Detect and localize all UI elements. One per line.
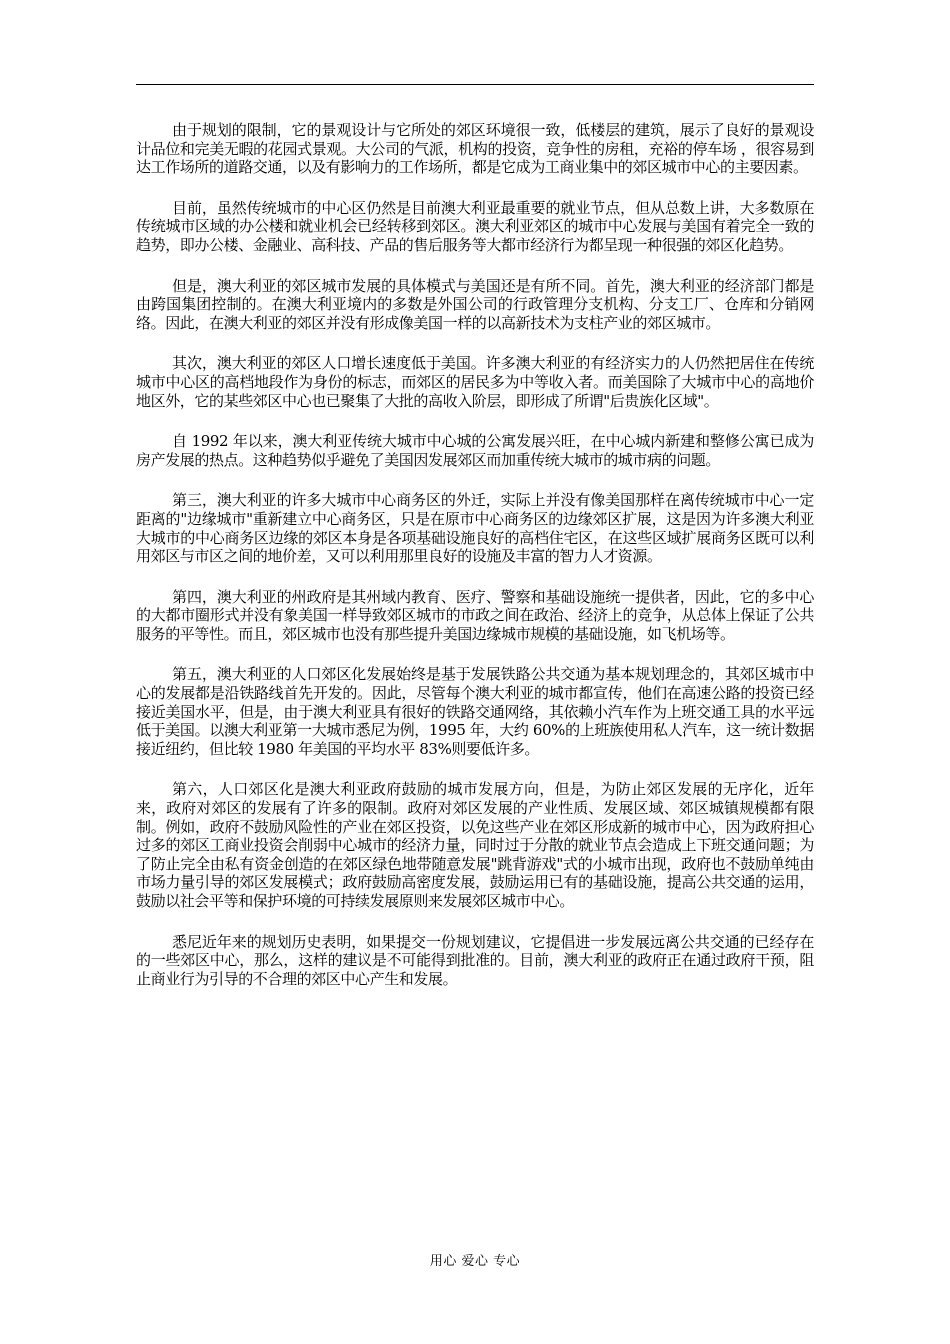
paragraph-state-government: 第四，澳大利亚的州政府是其州域内教育、医疗、警察和基础设施统一提供者，因此，它的多中心的大都市圈形式并没有象美国一样导致郊区城市的市政之间在政治、经济上的竞争，从总体上保证了公共服务的平等性。而且，郊区城市也没有那些提升美国边缘城市规模的基础设施，如飞机场等。: [136, 587, 814, 643]
page-footer: 用心 爱心 专心: [429, 1254, 521, 1269]
paragraph-apartment-boom: 自 1992 年以来，澳大利亚传统大城市中心城的公寓发展兴旺，在中心城内新建和整修公寓已成为房产发展的热点。这种趋势似乎避免了美国因发展郊区而加重传统大城市的城市病的问题。: [136, 432, 814, 469]
document-body: [136, 121, 814, 1010]
paragraph-employment-shift: 目前，虽然传统城市的中心区仍然是目前澳大利亚最重要的就业节点，但从总数上讲，大多数原在传统城市区域的办公楼和就业机会已经转移到郊区。澳大利亚郊区的城市中心发展与美国有着完全一致的趋势，即办公楼、金融业、高科技、产品的售后服务等大都市经济行为都呈现一种很强的郊区化趋势。: [136, 198, 814, 254]
paragraph-population-growth: 其次，澳大利亚的郊区人口增长速度低于美国。许多澳大利亚的有经济实力的人仍然把居住在传统城市中心区的高档地段作为身份的标志，而郊区的居民多为中等收入者。而美国除了大城市中心的高地价地区外，它的某些郊区中心也已聚集了大批的高收入阶层，即形成了所谓"后贵族化区域"。: [136, 354, 814, 410]
paragraph-rail-transport: 第五，澳大利亚的人口郊区化发展始终是基于发展铁路公共交通为基本规划理念的，其郊区城市中心的发展都是沿铁路线首先开发的。因此，尽管每个澳大利亚的城市都宣传，他们在高速公路的投资已经接近美国水平，但是，由于澳大利亚具有很好的铁路交通网络，其依赖小汽车作为上班交通工具的水平远低于美国。以澳大利亚第一大城市悉尼为例，1995 年，大约 60%的上班族使用私人汽车，这一统计数据接近纽约，但比较 1980 年美国的平均水平 83%则要低许多。: [136, 665, 814, 758]
paragraph-government-limits: 第六，人口郊区化是澳大利亚政府鼓励的城市发展方向，但是，为防止郊区发展的无序化，近年来，政府对郊区的发展有了许多的限制。政府对郊区发展的产业性质、发展区域、郊区城镇规模都有限制。例如，政府不鼓励风险性的产业在郊区投资，以免这些产业在郊区形成新的城市中心，因为政府担心过多的郊区工商业投资会削弱中心城市的经济力量，同时过于分散的就业节点会造成上下班交通问题；为了防止完全由私有资金创造的在郊区绿色地带随意发展"跳背游戏"式的小城市出现，政府也不鼓励单纯由市场力量引导的郊区发展模式；政府鼓励高密度发展，鼓励运用已有的基础设施，提高公共交通的运用，鼓励以社会平等和保护环境的可持续发展原则来发展郊区城市中心。: [136, 780, 814, 910]
paragraph-cbd-relocation: 第三，澳大利亚的许多大城市中心商务区的外迁，实际上并没有像美国那样在离传统城市中心一定距离的"边缘城市"重新建立中心商务区，只是在原市中心商务区的边缘郊区扩展，这是因为许多澳大利亚大城市的中心商务区边缘的郊区本身是各项基础设施良好的高档住宅区，在这些区域扩展商务区既可以利用郊区与市区之间的地价差，又可以利用那里良好的设施及丰富的智力人才资源。: [136, 491, 814, 566]
paragraph-landscape-design: 由于规划的限制，它的景观设计与它所处的郊区环境很一致，低楼层的建筑，展示了良好的景观设计品位和完美无暇的花园式景观。大公司的气派，机构的投资，竞争性的房租，充裕的停车场 ，很容易到达工作场所的道路交通，以及有影响力的工作场所，都是它成为工商业集中的郊区城市中心的主要因素。: [136, 121, 814, 177]
header-rule: [136, 84, 814, 85]
paragraph-different-model: 但是，澳大利亚的郊区城市发展的具体模式与美国还是有所不同。首先，澳大利亚的经济部门都是由跨国集团控制的。在澳大利亚境内的多数是外国公司的行政管理分支机构、分支工厂、仓库和分销网络。因此，在澳大利亚的郊区并没有形成像美国一样的以高新技术为支柱产业的郊区城市。: [136, 276, 814, 332]
paragraph-sydney-planning: 悉尼近年来的规划历史表明，如果提交一份规划建议，它提倡进一步发展远离公共交通的已经存在的一些郊区中心，那么，这样的建议是不可能得到批准的。目前，澳大利亚的政府正在通过政府干预，阻止商业行为引导的不合理的郊区中心产生和发展。: [136, 932, 814, 988]
